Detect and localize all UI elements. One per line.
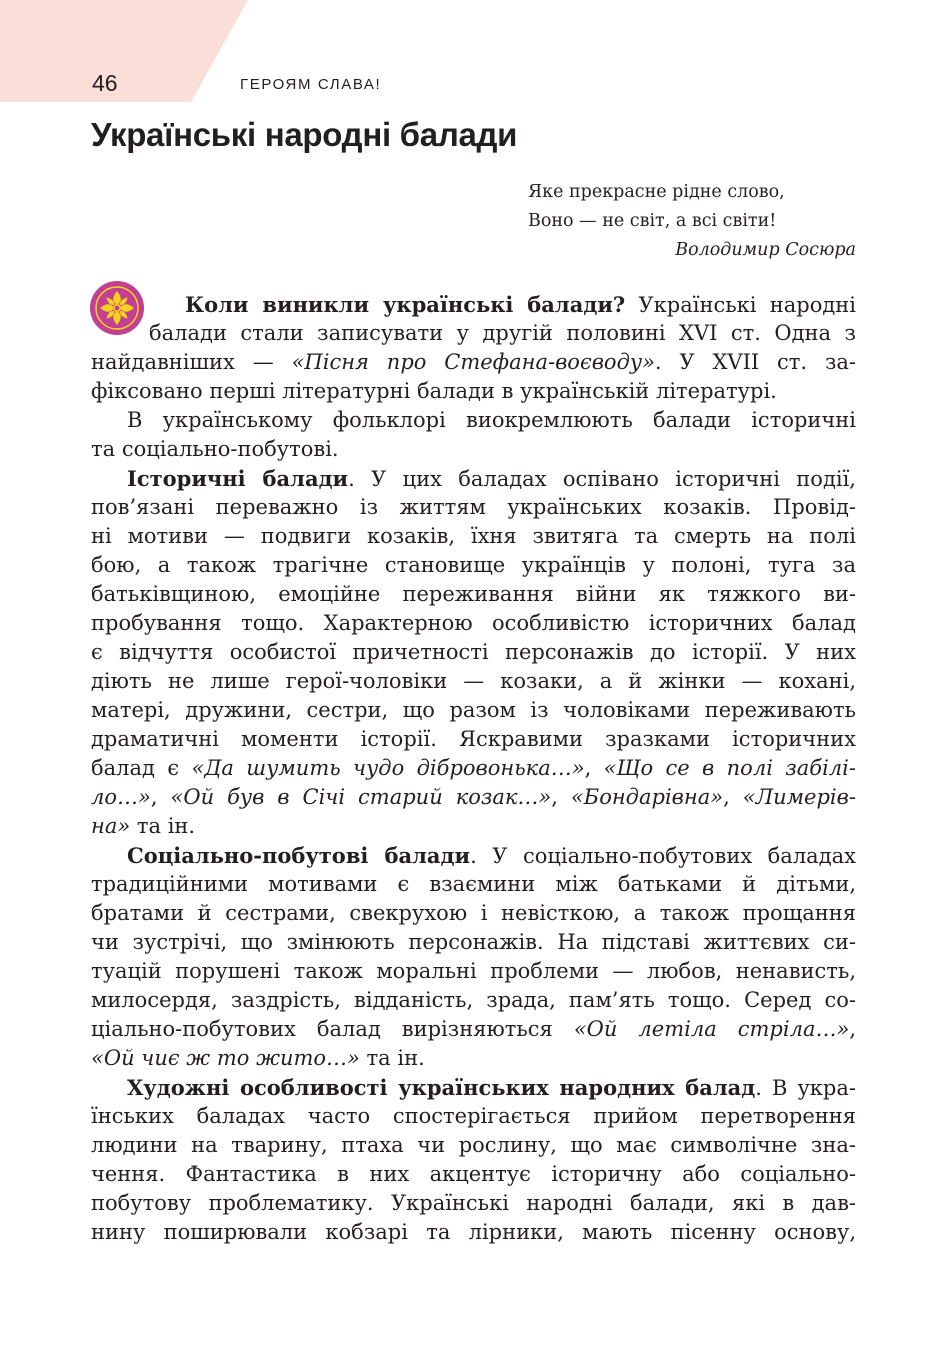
text-line: бою, а також трагічне становище українців у полоні, туга за <box>91 553 856 577</box>
text-line: «Ой чиє ж то жито…» та ін. <box>91 1046 425 1070</box>
ballad-title: «Ой чиє ж то жито…» <box>91 1046 360 1070</box>
page-number: 46 <box>92 70 118 96</box>
ballad-title: «Лимерів- <box>742 785 856 809</box>
text-line: нину поширювали кобзарі та лірники, мають пісенну основу, <box>91 1220 856 1244</box>
text-line: найдавніших — «Пісня про Стефана-воєводу». У XVII ст. за- <box>91 350 857 374</box>
text-line: чи зустрічі, що змінюють персонажів. На підставі життєвих си- <box>91 930 856 954</box>
page-corner-decoration <box>0 0 248 102</box>
text-line: та соціально-побутові. <box>91 437 339 461</box>
bold-term: Коли виникли українські балади? <box>185 292 626 317</box>
ballad-title: «Ой був в Січі старий козак…» <box>170 785 552 809</box>
text-line: Історичні балади. У цих баладах оспівано історичні події, <box>127 466 856 491</box>
text-line: ні мотиви — подвиги козаків, їхня звитяга та смерть на полі <box>91 524 856 548</box>
text-line: чення. Фантастика в них акцентує історичну або соціально- <box>91 1162 856 1186</box>
ballad-title: «Пісня про Стефана-воєводу» <box>291 350 655 374</box>
epigraph-line: Воно — не світ, а всі світи! <box>528 211 777 231</box>
text-line: туацій порушені також моральні проблеми — любов, ненависть, <box>91 959 856 983</box>
epigraph-line: Яке прекрасне рідне слово, <box>528 182 785 202</box>
text-line: пов’язані переважно із життям українських козаків. Провід- <box>91 495 856 519</box>
text-line: братами й сестрами, свекрухою і невісткою, а також прощання <box>91 901 856 925</box>
text-line: балади стали записувати у другій половині XVI ст. Одна з <box>149 321 856 345</box>
text-line: матері, дружини, сестри, що разом із чоловіками переживають <box>91 698 856 722</box>
text-line: ціально-побутових балад вирізняються «Ой летіла стріла…», <box>91 1017 856 1041</box>
text-line: на» та ін. <box>91 814 196 838</box>
bold-term: Соціально-побутові балади <box>127 843 471 868</box>
text-line: батьківщиною, емоційне переживання війни як тяжкого ви- <box>91 582 856 606</box>
text-line: ло…», «Ой був в Січі старий козак…», «Бондарівна», «Лимерів- <box>91 785 856 809</box>
text-line: діють не лише герої-чоловіки — козаки, а й жінки — кохані, <box>91 669 856 693</box>
text-line: фіксовано перші літературні балади в українській літературі. <box>91 379 777 403</box>
ballad-title: «Да шумить чудо дібровонька…» <box>191 756 585 780</box>
text-line: людини на тварину, птаха чи рослину, що має символічне зна- <box>91 1133 856 1157</box>
text-line: традиційними мотивами є взаємини між батьками й дітьми, <box>91 872 856 896</box>
text-line: Художні особливості українських народних балад. В укра- <box>127 1075 856 1100</box>
text-line: драматичні моменти історії. Яскравими зразками історичних <box>91 727 856 751</box>
text-line: є відчуття особистої причетності персонажів до історії. У них <box>91 640 856 664</box>
text-line: Соціально-побутові балади. У соціально-побутових баладах <box>127 843 856 868</box>
text-line: пробування тощо. Характерною особливістю історичних балад <box>91 611 856 635</box>
ballad-title: на» <box>91 814 131 838</box>
running-head: ГЕРОЯМ СЛАВА! <box>240 76 382 93</box>
text-line: Коли виникли українські балади? Українські народні <box>185 292 856 317</box>
text-line: балад є «Да шумить чудо дібровонька…», «Що се в полі забілі- <box>91 756 856 780</box>
text-line: В українському фольклорі виокремлюють балади історичні <box>127 408 856 432</box>
ballad-title: «Бондарівна» <box>570 785 724 809</box>
bold-term: Художні особливості українських народних балад <box>127 1075 756 1100</box>
ballad-title: ло…» <box>91 785 151 809</box>
page-title: Українські народні балади <box>91 116 518 153</box>
epigraph <box>528 178 856 265</box>
text-line: побутову проблематику. Українські народні балади, які в дав- <box>91 1191 856 1215</box>
body-text <box>91 290 856 1247</box>
text-line: їнських баладах часто спостерігається прийом перетворення <box>91 1104 856 1128</box>
ballad-title: «Що се в полі забілі- <box>603 756 856 780</box>
bold-term: Історичні балади <box>127 466 349 491</box>
text-line: милосердя, заздрість, відданість, зрада, пам’ять тощо. Серед со- <box>91 988 856 1012</box>
ballad-title: «Ой летіла стріла…» <box>573 1017 850 1041</box>
epigraph-author: Володимир Сосюра <box>675 240 856 260</box>
